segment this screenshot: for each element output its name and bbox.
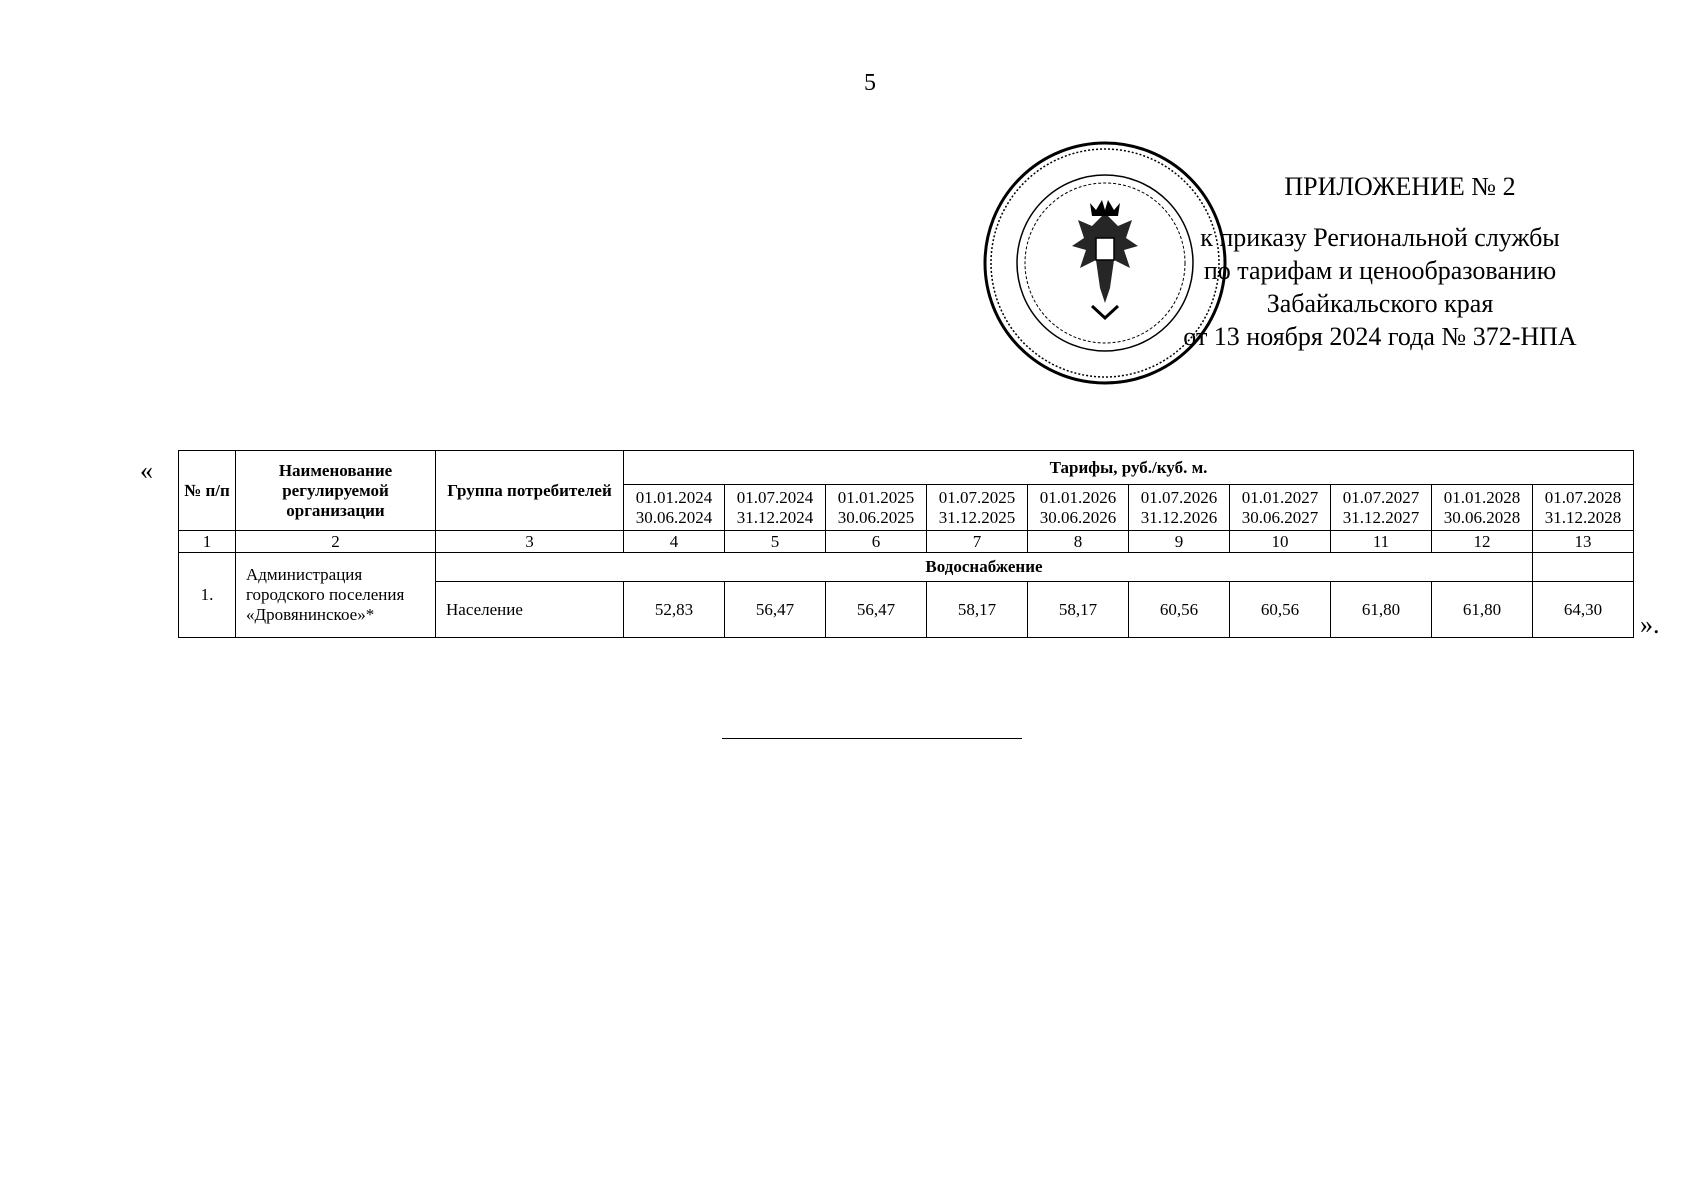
column-number: 5 bbox=[725, 531, 826, 553]
column-number-row bbox=[179, 531, 1634, 553]
tariff-value: 60,56 bbox=[1230, 582, 1331, 638]
period-cell: 01.01.2025 30.06.2025 bbox=[826, 485, 927, 531]
tariff-value: 58,17 bbox=[1028, 582, 1129, 638]
column-number: 1 bbox=[179, 531, 236, 553]
annex-line-date: от 13 ноября 2024 года № 372-НПА bbox=[1183, 322, 1577, 351]
tariff-value: 52,83 bbox=[624, 582, 725, 638]
double-headed-eagle-icon bbox=[1072, 200, 1138, 318]
empty-cell bbox=[1533, 553, 1634, 582]
tariff-value: 58,17 bbox=[927, 582, 1028, 638]
column-number: 4 bbox=[624, 531, 725, 553]
column-number: 11 bbox=[1331, 531, 1432, 553]
opening-quote: « bbox=[140, 456, 153, 485]
column-number: 9 bbox=[1129, 531, 1230, 553]
closing-quote: ». bbox=[1640, 610, 1660, 639]
header-tariffs: Тарифы, руб./куб. м. bbox=[624, 451, 1634, 485]
period-cell: 01.07.2025 31.12.2025 bbox=[927, 485, 1028, 531]
annex-line-order: к приказу Региональной службы bbox=[1200, 223, 1560, 252]
column-number: 8 bbox=[1028, 531, 1129, 553]
header-org: Наименование регулируемой организации bbox=[236, 451, 436, 531]
period-cell: 01.01.2028 30.06.2028 bbox=[1432, 485, 1533, 531]
period-cell: 01.01.2024 30.06.2024 bbox=[624, 485, 725, 531]
column-number: 3 bbox=[436, 531, 624, 553]
column-number: 10 bbox=[1230, 531, 1331, 553]
annex-title: ПРИЛОЖЕНИЕ № 2 bbox=[1284, 172, 1516, 201]
footer-separator bbox=[722, 738, 1022, 739]
period-cell: 01.07.2028 31.12.2028 bbox=[1533, 485, 1634, 531]
period-cell: 01.07.2024 31.12.2024 bbox=[725, 485, 826, 531]
annex-line-service: по тарифам и ценообразованию bbox=[1203, 256, 1557, 285]
header-num: № п/п bbox=[179, 451, 236, 531]
period-cell: 01.01.2026 30.06.2026 bbox=[1028, 485, 1129, 531]
column-number: 7 bbox=[927, 531, 1028, 553]
tariff-value: 56,47 bbox=[725, 582, 826, 638]
column-number: 6 bbox=[826, 531, 927, 553]
tariff-value: 61,80 bbox=[1432, 582, 1533, 638]
row-org: Администрация городского поселения «Дровянинское»* bbox=[236, 553, 436, 638]
tariff-value: 61,80 bbox=[1331, 582, 1432, 638]
annex-heading bbox=[1150, 170, 1610, 353]
period-cell: 01.07.2027 31.12.2027 bbox=[1331, 485, 1432, 531]
period-cell: 01.07.2026 31.12.2026 bbox=[1129, 485, 1230, 531]
row-group: Население bbox=[436, 582, 624, 638]
row-num: 1. bbox=[179, 553, 236, 638]
table-row bbox=[179, 553, 1634, 582]
column-number: 13 bbox=[1533, 531, 1634, 553]
column-number: 2 bbox=[236, 531, 436, 553]
row-section: Водоснабжение bbox=[436, 553, 1533, 582]
column-number: 12 bbox=[1432, 531, 1533, 553]
annex-line-region: Забайкальского края bbox=[1266, 289, 1494, 318]
tariff-value: 60,56 bbox=[1129, 582, 1230, 638]
tariff-value: 64,30 bbox=[1533, 582, 1634, 638]
tariff-value: 56,47 bbox=[826, 582, 927, 638]
tariff-table bbox=[178, 450, 1634, 638]
page-number: 5 bbox=[864, 70, 876, 96]
header-group: Группа потребителей bbox=[436, 451, 624, 531]
period-cell: 01.01.2027 30.06.2027 bbox=[1230, 485, 1331, 531]
